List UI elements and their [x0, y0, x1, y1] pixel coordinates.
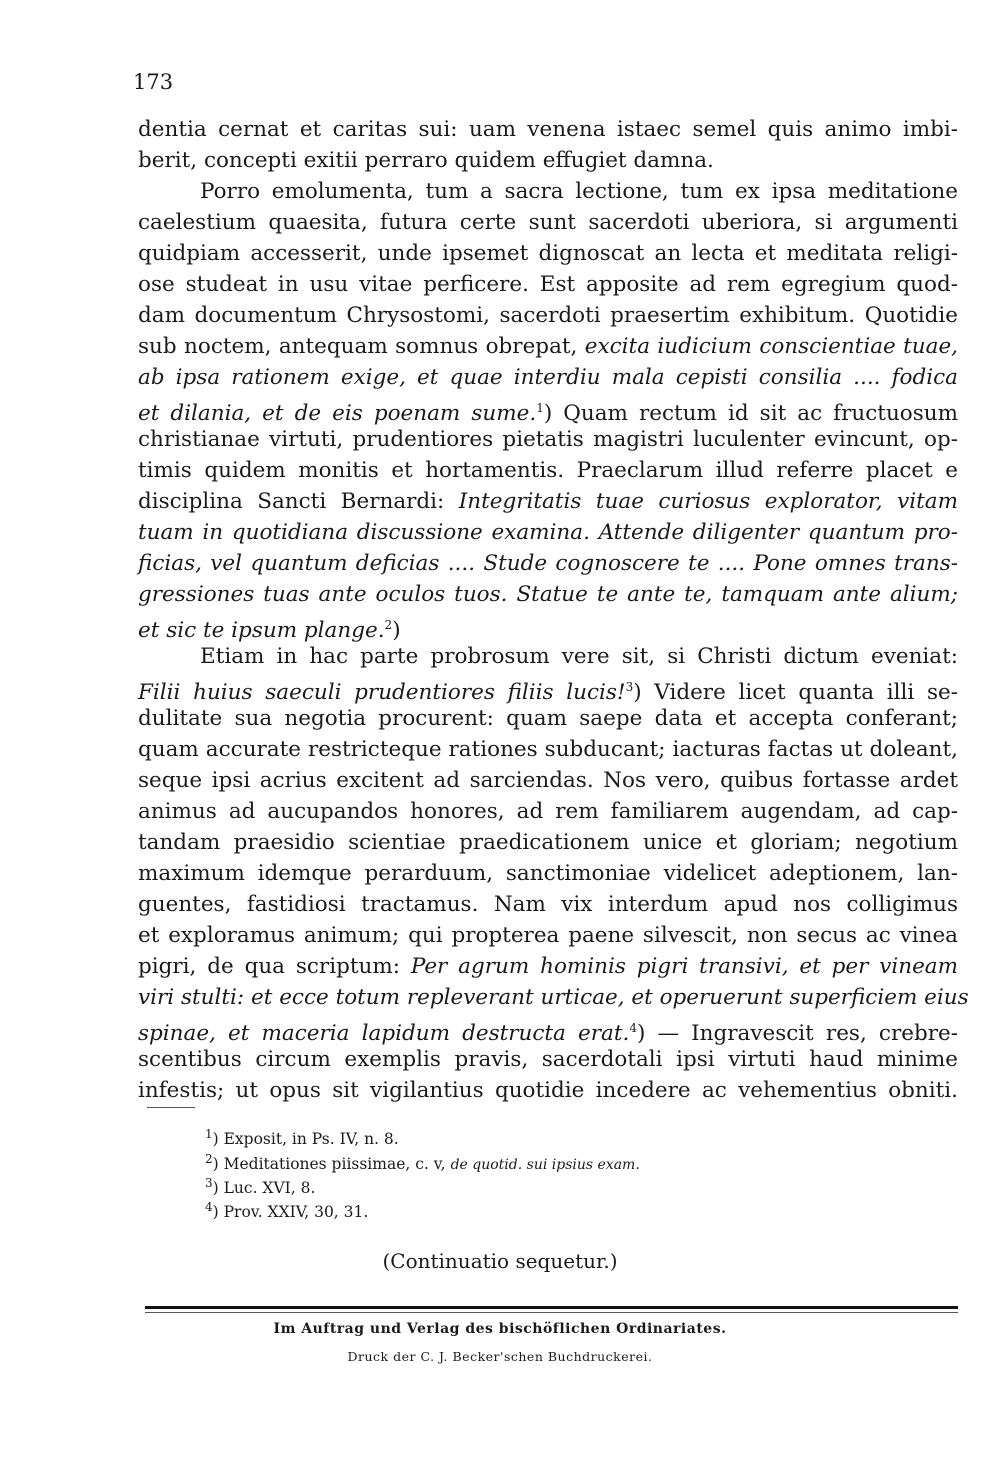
footnote-mark: 4 [205, 1200, 213, 1214]
footnote-text: ) Prov. XXIV, 30, 31. [212, 1203, 369, 1222]
text-segment: ) Quam rectum id sit ac fructuosum [543, 401, 958, 427]
text-line: maximum idemque perarduum, sanctimoniae videlicet adeptionem, lan- [138, 861, 958, 886]
footnote-text: ) Meditationes piissimae, c. v, [212, 1155, 446, 1174]
quotation: et dilania, et de eis poenam sume. [138, 401, 537, 427]
text-line [138, 951, 958, 982]
footnote-text: ) Exposit, in Ps. IV, n. 8. [212, 1130, 399, 1149]
page-number: 173 [133, 70, 174, 94]
text-line: guentes, fastidiosi tractamus. Nam vix interdum apud nos colligimus [138, 892, 958, 917]
text-line: christianae virtuti, prudentiores pietatis magistri luculenter evincunt, op- [138, 427, 958, 452]
footnote-separator [147, 1107, 195, 1108]
text-line: tandam praesidio scientiae praedicationem unice et gloriam; negotium [138, 830, 958, 855]
text-line [138, 331, 958, 362]
text-line: dentia cernat et caritas sui: uam venena istaec semel quis animo imbi- [138, 117, 958, 142]
quotation: ficias, vel quantum deficias .... Stude cognoscere te .... Pone omnes trans- [138, 551, 958, 576]
quotation: et sic te ipsum plange. [138, 618, 385, 644]
text-line: dam documentum Chrysostomi, sacerdoti praesertim exhibitum. Quotidie [138, 303, 958, 328]
text-line: scentibus circum exemplis pravis, sacerdotali ipsi virtuti haud minime [138, 1047, 958, 1072]
quotation: ab ipsa rationem exige, et quae interdiu mala cepisti consilia .... fodica [138, 365, 958, 390]
footnote-ref: 4 [629, 1021, 637, 1035]
text-line: berit, concepti exitii perraro quidem effugiet damna. [138, 148, 714, 173]
text-segment: sub noctem, antequam somnus obrepat, [138, 334, 578, 359]
text-line: Porro emolumenta, tum a sacra lectione, tum ex ipsa meditatione [200, 179, 958, 204]
footnote-mark: 2 [205, 1152, 213, 1166]
footnote-text: ) Luc. XVI, 8. [212, 1179, 316, 1198]
text-segment: disciplina Sancti Bernardi: [138, 489, 445, 514]
text-line: caelestium quaesita, futura certe sunt sacerdoti uberiora, si argumenti [138, 210, 958, 235]
text-line: Etiam in hac parte probrosum vere sit, si Christi dictum eveniat: [200, 644, 958, 669]
quotation: excita iudicium conscientiae tuae, [584, 334, 958, 359]
imprint-rule-thin [145, 1312, 958, 1313]
text-segment: pigri, de qua scriptum: [138, 954, 400, 979]
quotation: spinae, et maceria lapidum destructa erat. [138, 1021, 630, 1047]
text-line [138, 579, 958, 610]
text-segment: ) Videre licet quanta illi se- [633, 680, 958, 706]
quotation: Per agrum hominis pigri transivi, et per vineam [410, 954, 959, 979]
footnote-mark: 3 [205, 1176, 213, 1190]
quotation: tuam in quotidiana discussione examina. Attende diligenter quantum pro- [138, 520, 958, 545]
footnote-ref: 2 [384, 618, 393, 632]
quotation: Filii huius saeculi prudentiores filiis lucis! [138, 680, 626, 706]
footnote [205, 1195, 368, 1224]
text-line [138, 362, 958, 393]
text-segment: ) — Ingravescit res, crebre- [636, 1021, 958, 1047]
quotation: viri stulti: et ecce totum repleverant urticae, et operuerunt superficiem eius [138, 985, 969, 1010]
imprint-rule [145, 1306, 958, 1309]
text-line [138, 486, 958, 517]
footnote-mark: 1 [205, 1127, 213, 1141]
text-line: infestis; ut opus sit vigilantius quotidie incedere ac vehementius obniti. [138, 1078, 958, 1103]
text-line: dulitate sua negotia procurent: quam saepe data et accepta conferant; [138, 706, 958, 731]
text-line: quam accurate restricteque rationes subducant; iacturas factas ut doleant, [138, 737, 958, 762]
text-line: et exploramus animum; qui propterea paene silvescit, non secus ac vinea [138, 923, 958, 948]
text-line [138, 517, 958, 548]
text-line: seque ipsi acrius excitent ad sarciendas. Nos vero, quibus fortasse ardet [138, 768, 958, 793]
text-segment: ) [392, 618, 401, 644]
footnote-italic: de quotid. sui ipsius exam. [450, 1157, 640, 1174]
text-line: quidpiam accesserit, unde ipsemet dignoscat an lecta et meditata religi- [138, 241, 958, 266]
text-line [138, 548, 958, 579]
text-line: animus ad aucupandos honores, ad rem familiarem augendam, ad cap- [138, 799, 958, 824]
continuation-note: (Continuatio sequetur.) [382, 1249, 618, 1273]
imprint-printer: Druck der C. J. Becker'schen Buchdruckerei. [347, 1349, 653, 1364]
text-line [138, 982, 969, 1013]
quotation: gressiones tuas ante oculos tuos. Statue te ante te, tamquam ante alium; [138, 582, 958, 607]
text-line: timis quidem monitis et hortamentis. Praeclarum illud referre placet e [138, 458, 958, 483]
footnote-ref: 3 [625, 680, 634, 694]
text-line: ose studeat in usu vitae perficere. Est apposite ad rem egregium quod- [138, 272, 958, 297]
footnote-ref: 1 [536, 401, 544, 415]
imprint-publisher: Im Auftrag und Verlag des bischöflichen Ordinariates. [273, 1321, 727, 1337]
quotation: Integritatis tuae curiosus explorator, vitam [458, 489, 958, 514]
